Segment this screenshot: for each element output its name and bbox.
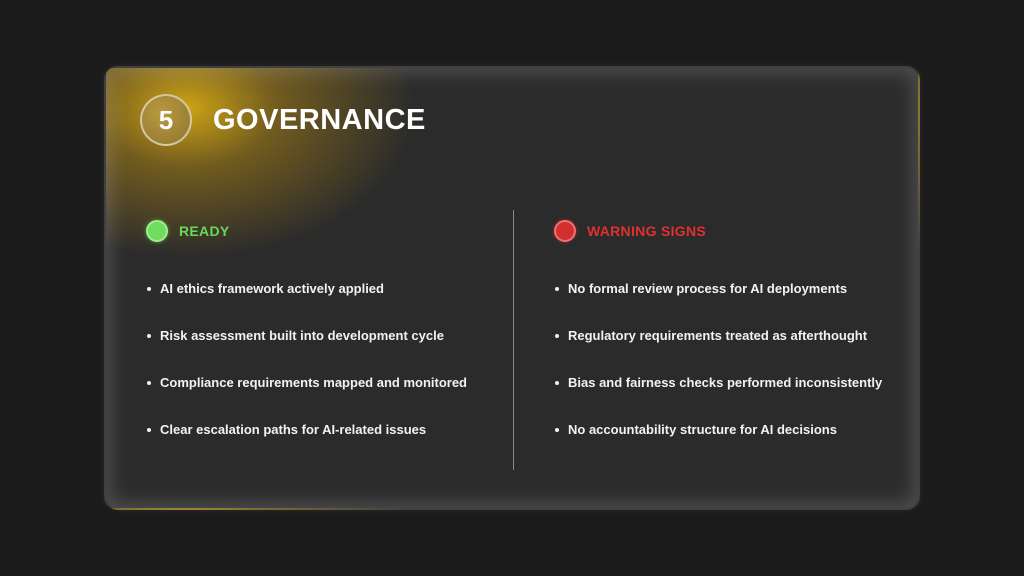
ready-label: READY — [179, 223, 230, 239]
ready-column — [146, 218, 506, 437]
list-item — [146, 279, 506, 326]
bullet-icon — [147, 428, 151, 432]
warning-list — [554, 279, 914, 467]
list-item — [554, 420, 914, 467]
list-item — [146, 420, 506, 467]
list-item-text: Risk assessment built into development cycle — [160, 328, 444, 343]
ready-header — [146, 218, 506, 244]
list-item — [554, 326, 914, 373]
bullet-icon — [147, 287, 151, 291]
list-item-text: Bias and fairness checks performed inconsistently — [568, 375, 883, 390]
list-item-text: AI ethics framework actively applied — [160, 281, 384, 296]
section-number-badge: 5 — [140, 94, 192, 146]
bullet-icon — [555, 287, 559, 291]
column-divider — [513, 210, 514, 470]
warning-label: WARNING SIGNS — [587, 223, 707, 239]
list-item-text: No accountability structure for AI decisions — [568, 422, 837, 437]
list-item — [554, 279, 914, 326]
list-item-text: No formal review process for AI deployments — [568, 281, 848, 296]
card-header — [140, 94, 426, 146]
warning-header — [554, 218, 914, 244]
red-status-dot-icon — [554, 220, 576, 242]
bullet-icon — [555, 428, 559, 432]
warning-column — [554, 218, 914, 437]
list-item — [146, 326, 506, 373]
list-item-text: Compliance requirements mapped and monitored — [160, 375, 467, 390]
section-title: GOVERNANCE — [213, 103, 426, 136]
list-item-text: Clear escalation paths for AI-related issues — [160, 422, 427, 437]
list-item-text: Regulatory requirements treated as afterthought — [568, 328, 868, 343]
list-item — [146, 373, 506, 420]
governance-card — [104, 66, 920, 510]
ready-list — [146, 279, 506, 467]
green-status-dot-icon — [146, 220, 168, 242]
list-item — [554, 373, 914, 420]
bullet-icon — [147, 381, 151, 385]
bullet-icon — [555, 381, 559, 385]
bullet-icon — [555, 334, 559, 338]
bullet-icon — [147, 334, 151, 338]
